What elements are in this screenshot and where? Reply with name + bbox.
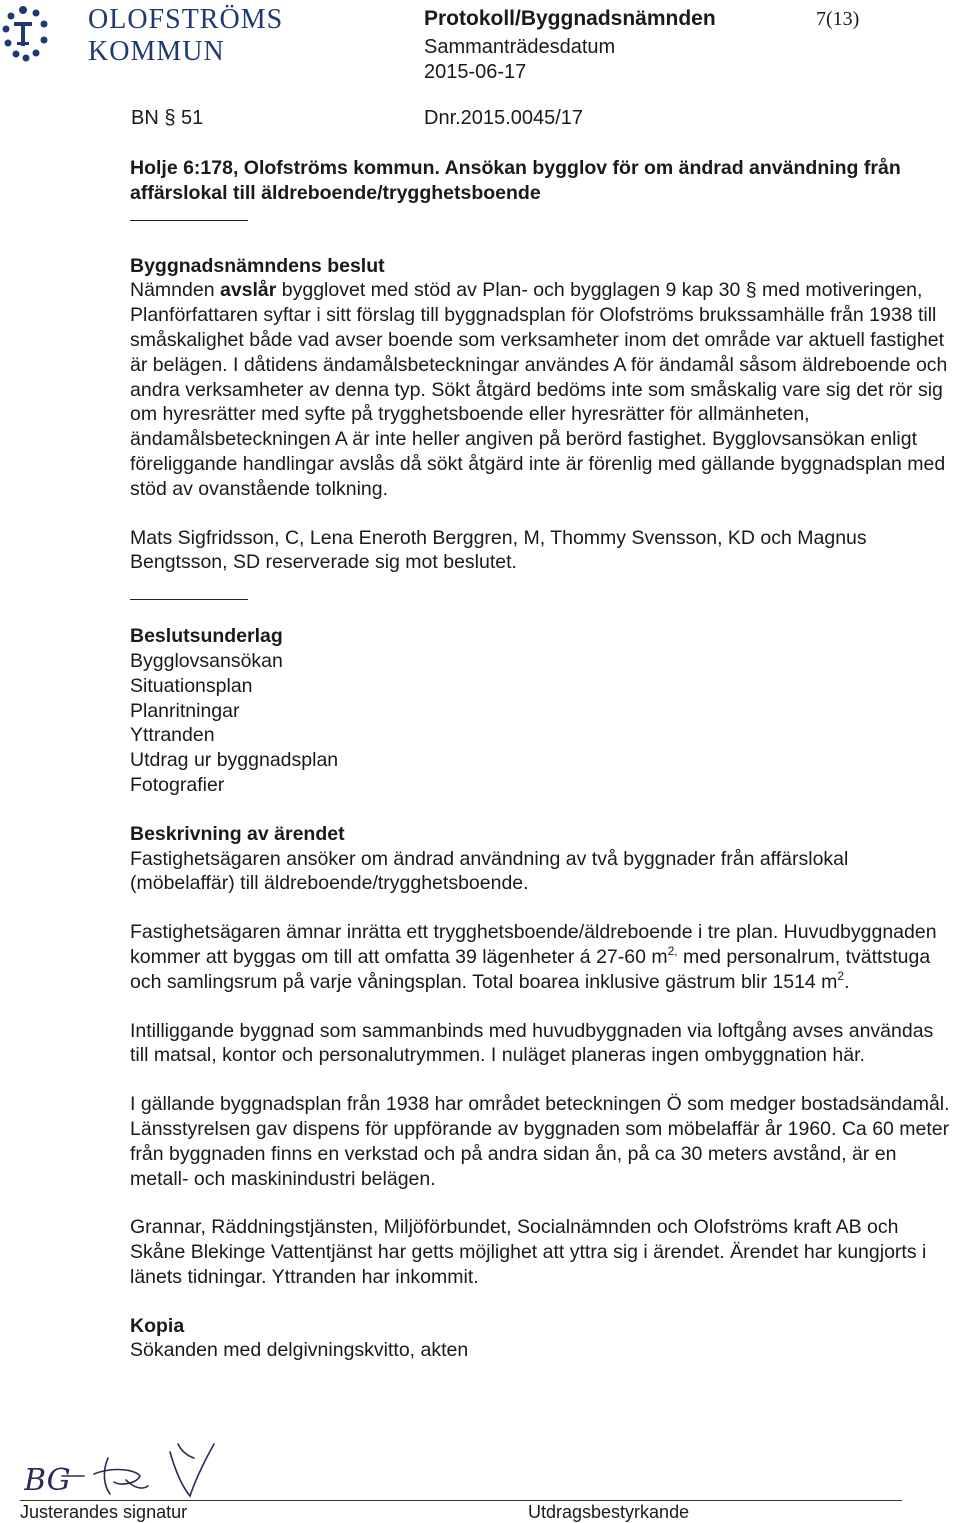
description-paragraph: Grannar, Räddningstjänsten, Miljöförbundet, Socialnämnden och Olofströms kraft AB och Skåne Blekinge Vattentjänst har getts möjlighet att yttra sig i ärendet. Ärendet har kungjorts i länets tidningar. Yttranden har inkommit. [130,1216,927,1288]
decision-body: bygglovet med stöd av Plan- och bygglagen 9 kap 30 § med motiveringen, Planförfattaren syftar i sitt förslag till byggnadsplan för Olofströms brukssamhälle från 1938 till småskalighet både vad avser boende som verksamheter inom det område var aktuell fastighet är belägen. I dåtidens ändamålsbeteckningar användes A för ändamål såsom äldreboende och andra verksamheter av denna typ. Sökt åtgärd bedöms inte som småskalig vare sig det rör sig om hyresrätter med syfte på trygghetsboende eller hyresrätter för allmänheten, ändamålsbeteckningen A är inte heller angiven på berörd fastighet. Bygglovsansökan enligt föreliggande handlingar avslås då sökt åtgärd inte är förenlig med gällande byggnadsplan med stöd av ovanstående tolkning. [130,279,948,500]
basis-item: Bygglovsansökan [130,649,283,672]
case-title: Holje 6:178, Olofströms kommun. Ansökan bygglov för om ändrad användning från affärslokal till äldreboende/trygghetsboende [130,157,901,204]
protocol-title: Protokoll/Byggnadsnämnden [424,7,716,30]
description-paragraph: I gällande byggnadsplan från 1938 har området beteckningen Ö som medger bostadsändamål. Länsstyrelsen gav dispens för uppförande av byggnaden som möbelaffär år 1960. Ca 60 meter från byggnaden finns en verkstad och på andra sidan ån, på ca 30 meters avstånd, är en metall- och maskinindustri belägen. [130,1093,950,1190]
extract-certification-label: Utdragsbestyrkande [528,1502,690,1522]
superscript: 2 [837,968,845,983]
decision-lead: Nämnden [130,279,220,302]
date-label: Sammanträdesdatum [424,36,616,58]
copy-heading: Kopia [130,1314,185,1337]
decision-text [130,278,955,501]
basis-item: Utdrag ur byggnadsplan [130,749,339,772]
document-body [130,156,955,1363]
basis-heading: Beslutsunderlag [130,625,283,648]
description-text: med personalrum, tvättstuga och samlingsrum på varje våningsplan. Total boarea inklusive gästrum blir 1514 m [130,945,931,993]
meeting-date: 2015-06-17 [424,61,527,83]
decision-verb: avslår [219,279,277,302]
description-paragraph [130,920,955,994]
org-name-line1: OLOFSTRÖMS [88,4,284,35]
basis-item: Situationsplan [130,674,253,697]
reservation-text: Mats Sigfridsson, C, Lena Eneroth Berggren, M, Thommy Svensson, KD och Magnus Bengtsson, SD reserverade sig mot beslutet. [130,526,867,574]
description-heading: Beskrivning av ärendet [130,822,345,845]
org-name-line2: KOMMUN [88,36,225,67]
decision-heading: Byggnadsnämndens beslut [130,254,385,277]
description-text: . [844,970,850,993]
case-number: Dnr.2015.0045/17 [424,107,584,129]
description-paragraph: Fastighetsägaren ansöker om ändrad användning av två byggnader från affärslokal (möbelaffär) till äldreboende/trygghetsboende. [130,847,849,895]
adjusters-signature-label: Justerandes signatur [20,1502,188,1522]
signature-line [20,1500,902,1501]
paragraph-reference: BN § 51 [131,107,204,129]
basis-item: Planritningar [130,699,240,722]
basis-item: Fotografier [130,773,225,796]
description-paragraph: Intilliggande byggnad som sammanbinds med huvudbyggnaden via loftgång avses användas till matsal, kontor och personalutrymmen. I nuläget planeras ingen ombyggnation här. [130,1019,934,1067]
municipality-logo-icon [0,2,86,74]
copy-text: Sökanden med delgivningskvitto, akten [130,1339,469,1362]
description-text: Fastighetsägaren ämnar inrätta ett trygghetsboende/äldreboende i tre plan. Huvudbyggnaden kommer att byggas om till att omfatta 39 lägenheter á 27-60 m [130,921,937,968]
page-number: 7(13) [816,8,860,30]
basis-item: Yttranden [130,724,215,747]
svg-text:BG: BG [24,1463,71,1498]
handwritten-signature [24,1438,224,1500]
superscript: 2, [667,943,678,958]
